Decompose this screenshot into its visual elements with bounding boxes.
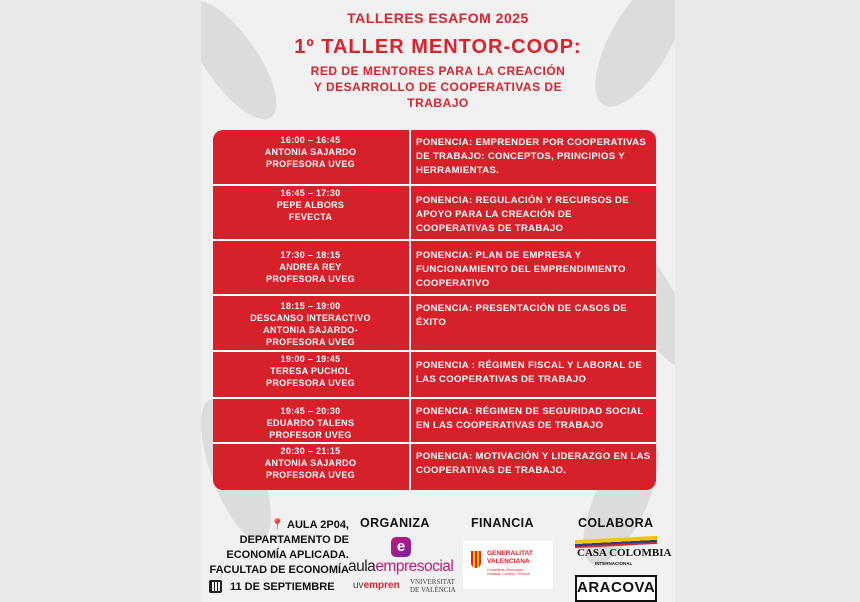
event-poster — [201, 0, 675, 602]
colabora-label: COLABORA — [578, 516, 654, 530]
financia-label: FINANCIA — [471, 516, 534, 530]
schedule-row — [213, 350, 656, 399]
calendar-icon — [209, 580, 222, 593]
schedule-row — [213, 239, 656, 296]
gva-shield-icon — [471, 551, 481, 568]
organiza-label: ORGANIZA — [360, 516, 430, 530]
talk-title: PONENCIA: REGULACIÓN Y RECURSOS DE APOYO PARA LA CREACIÓN DE COOPERATIVAS DE TRABAJO — [409, 186, 656, 241]
schedule-row — [213, 442, 656, 490]
time-speaker: 16:00 – 16:45 ANTONIA SAJARDO PROFESORA UVEG — [264, 135, 357, 169]
time-speaker: 19:45 – 20:30 EDUARDO TALENS PROFESOR UVEG — [266, 406, 355, 440]
aracova-logo: ARACOVA — [575, 575, 657, 602]
casa-colombia-logo: CASA COLOMBIA INTERNACIONAL — [575, 538, 657, 568]
talk-title: PONENCIA: PLAN DE EMPRESA Y FUNCIONAMIENTO DEL EMPRENDIMIENTO COOPERATIVO — [409, 241, 656, 296]
talk-title: PONENCIA: MOTIVACIÓN Y LIDERAZGO EN LAS COOPERATIVAS DE TRABAJO. — [409, 444, 656, 490]
generalitat-valenciana-logo: GENERALITAT VALENCIANA Conselleria d'Innovació, Indústria, Comerç i Turisme — [463, 541, 553, 589]
schedule-row — [213, 130, 656, 184]
workshop-subtitle: RED DE MENTORES PARA LA CREACIÓN Y DESARROLLO DE COOPERATIVAS DE TRABAJO — [310, 64, 566, 110]
talk-title: PONENCIA : RÉGIMEN FISCAL Y LABORAL DE LAS COOPERATIVAS DE TRABAJO — [409, 352, 656, 399]
series-title: TALLERES ESAFOM 2025 — [347, 10, 529, 26]
workshop-title: 1º TALLER MENTOR-COOP: — [294, 36, 582, 58]
location-pin-icon: 📍 — [270, 519, 285, 531]
location: 📍 AULA 2P04, DEPARTAMENTO DE ECONOMÍA APLICADA. FACULTAD DE ECONOMÍA — [209, 519, 349, 576]
time-speaker: 19:00 – 19:45 TERESA PUCHOL PROFESORA UVEG — [266, 354, 355, 388]
time-speaker: 18:15 – 19:00 DESCANSO INTERACTIVO ANTONIA SAJARDO- PROFESORA UVEG — [250, 301, 371, 347]
schedule-row — [213, 184, 656, 241]
talk-title: PONENCIA: RÉGIMEN DE SEGURIDAD SOCIAL EN LAS COOPERATIVAS DE TRABAJO — [409, 399, 656, 444]
time-speaker: 20:30 – 21:15 ANTONIA SAJARDO PROFESORA UVEG — [264, 446, 357, 480]
talk-title: PONENCIA: EMPRENDER POR COOPERATIVAS DE TRABAJO: CONCEPTOS, PRINCIPIOS Y HERRAMIENTAS. — [409, 130, 656, 184]
time-speaker: 17:30 – 18:15 ANDREA REY PROFESORA UVEG — [266, 250, 355, 284]
time-speaker: 16:45 – 17:30 PEPE ALBORS FEVECTA — [276, 188, 345, 222]
universitat-valencia-logo: VNIVERSITAT DE VALÈNCIA — [410, 578, 456, 594]
event-date: 11 DE SEPTIEMBRE — [209, 580, 335, 593]
talk-title: PONENCIA: PRESENTACIÓN DE CASOS DE ÉXITO — [409, 296, 656, 352]
aula-empresocial-logo: aulaempresocial — [348, 558, 454, 575]
uvempren-logo: uvempren — [353, 580, 400, 591]
aula-empresocial-icon: e — [391, 537, 411, 557]
schedule-row — [213, 294, 656, 352]
schedule-table — [213, 130, 656, 490]
schedule-row — [213, 397, 656, 444]
